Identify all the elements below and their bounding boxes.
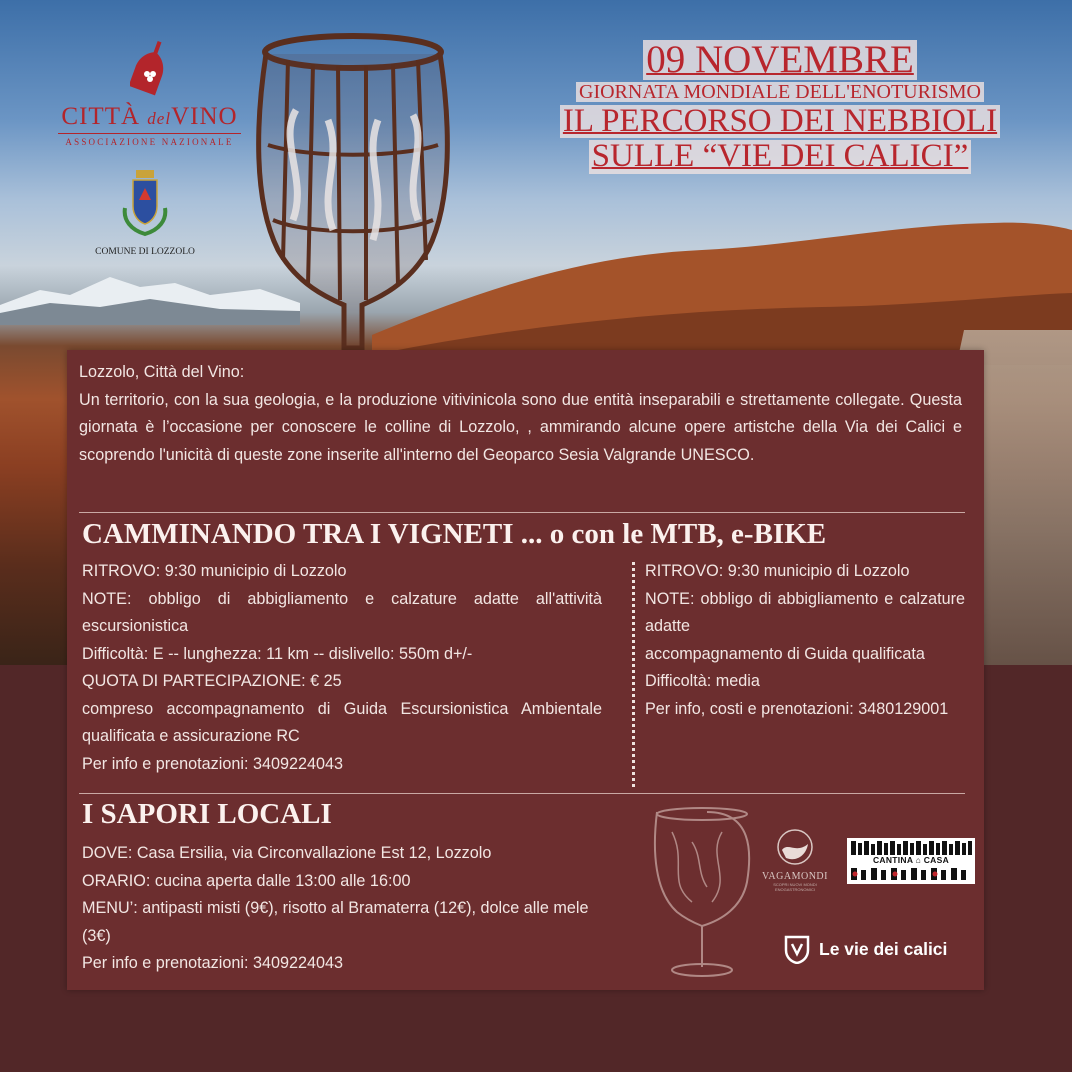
left-ritrovo: RITROVO: 9:30 municipio di Lozzolo — [82, 562, 347, 580]
left-compreso: compreso accompagnamento di Guida Escursionistica Ambientale qualificata e assicurazione RC — [82, 699, 602, 745]
vagamondi-name: VAGAMONDI — [762, 871, 828, 882]
sapori-orario: ORARIO: cucina aperta dalle 13:00 alle 16:00 — [82, 871, 411, 890]
right-ritrovo: RITROVO: 9:30 municipio di Lozzolo — [645, 562, 910, 580]
event-date: 09 NOVEMBRE — [643, 40, 917, 80]
intro-body: Un territorio, con la sua geologia, e la produzione vitivinicola sono due entità inseparabili e strettamente collegate. Questa giornata è l’occasione per conoscere le colline di Lozzolo, , ammirando alcune opere artistche della Via dei Calici e scoprendo l'unicità di queste zone inserite all'interno del Geoparco Sesia Valgrande UNESCO. — [79, 390, 962, 464]
intro-heading: Lozzolo, Città del Vino: — [79, 363, 245, 381]
section-divider — [79, 793, 965, 794]
info-panel — [67, 350, 984, 990]
event-day-title: GIORNATA MONDIALE DELL'ENOTURISMO — [576, 82, 984, 102]
event-title-line-1: IL PERCORSO DEI NEBBIOLI — [560, 105, 1000, 139]
sapori-title: I SAPORI LOCALI — [82, 798, 332, 830]
right-difficolta: Difficoltà: media — [645, 672, 760, 690]
section-divider — [79, 512, 965, 513]
comune-lozzolo-label: COMUNE DI LOZZOLO — [95, 247, 195, 257]
sapori-details — [82, 840, 592, 978]
left-info: Per info e prenotazioni: 3409224043 — [82, 754, 343, 773]
sapori-info: Per info e prenotazioni: 3409224043 — [82, 954, 343, 972]
sapori-dove: DOVE: Casa Ersilia, via Circonvallazione Est 12, Lozzolo — [82, 844, 492, 862]
citta-del-vino-logo — [52, 38, 247, 147]
cantina-a-casa-label: CANTINA ⌂ CASA — [872, 855, 950, 865]
event-title-line-2: SULLE “VIE DEI CALICI” — [589, 140, 972, 174]
bottle-icon — [130, 38, 170, 96]
cantina-a-casa-logo — [847, 838, 975, 884]
vie-dei-calici-label: Le vie dei calici — [819, 938, 948, 959]
vie-dei-calici-icon — [783, 934, 811, 964]
left-note: NOTE: obbligo di abbigliamento e calzature adatte all'attività escursionistica — [82, 589, 602, 635]
column-divider — [632, 562, 635, 787]
vagamondi-tagline: SCOPRI NUOVI MONDI ENOGASTRONOMICI — [773, 882, 817, 892]
camminando-title: CAMMINANDO TRA I VIGNETI ... o con le MTB, e-BIKE — [82, 518, 827, 550]
wine-glass-outline-image — [647, 802, 757, 982]
right-accompagnamento: accompagnamento di Guida qualificata — [645, 644, 925, 663]
right-note: NOTE: obbligo di abbigliamento e calzature adatte — [645, 589, 965, 635]
citta-del-vino-title: CITTÀ delVINO — [61, 103, 238, 130]
wine-glass-sculpture-image — [248, 30, 458, 350]
left-quota: QUOTA DI PARTECIPAZIONE: € 25 — [82, 672, 342, 690]
right-info: Per info, costi e prenotazioni: 3480129001 — [645, 699, 949, 718]
vagamondi-logo — [755, 828, 835, 892]
vagamondi-globe-icon — [776, 828, 814, 866]
headline — [520, 40, 1040, 174]
comune-lozzolo-logo — [80, 168, 210, 257]
vie-dei-calici-logo — [783, 932, 947, 966]
coat-of-arms-icon — [121, 168, 169, 238]
camminando-left-column — [82, 558, 602, 778]
sapori-menu: MENU’: antipasti misti (9€), risotto al Bramaterra (12€), dolce alle mele (3€) — [82, 899, 589, 945]
left-difficolta: Difficoltà: E -- lunghezza: 11 km -- dislivello: 550m d+/- — [82, 644, 473, 663]
citta-del-vino-subtitle: ASSOCIAZIONE NAZIONALE — [58, 133, 241, 147]
intro-paragraph — [79, 359, 962, 469]
camminando-right-column — [645, 558, 965, 723]
